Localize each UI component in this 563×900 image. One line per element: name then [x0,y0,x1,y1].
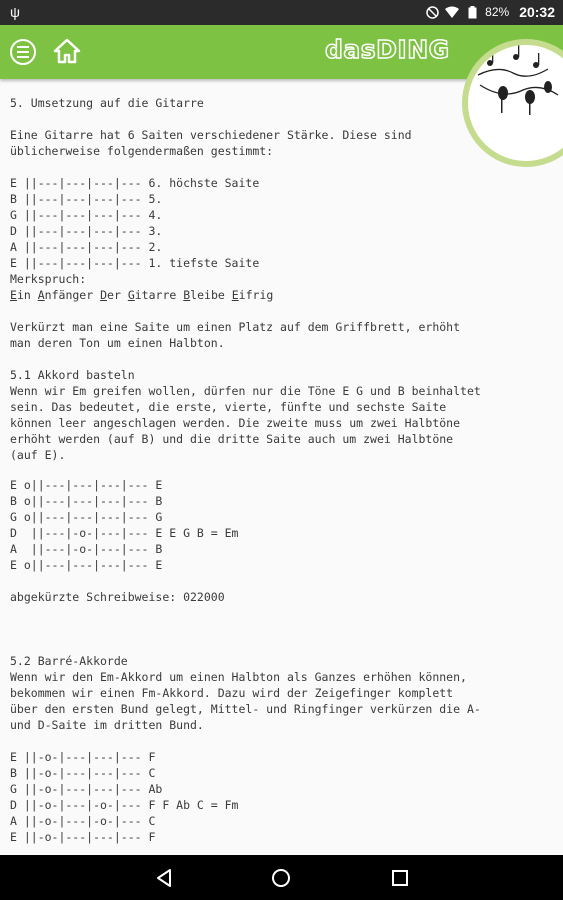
text-line: A ||---|-o-|---|--- B [10,542,163,556]
text-line: Eine Gitarre hat 6 Saiten verschiedener Stärke. Diese sind [10,128,412,142]
mnemonic-initial: G [127,288,135,302]
usb-icon: ψ [10,4,20,20]
battery-percent: 82% [485,5,510,19]
text-line: A ||-o-|---|-o-|--- C [10,814,156,828]
app-bar [0,25,563,79]
home-button[interactable] [52,37,82,65]
text-line: und D-Saite im dritten Bund. [10,718,204,732]
text-line: Wenn wir Em greifen wollen, dürfen nur die Töne E G und B beinhaltet [10,384,481,398]
text-line: Verkürzt man eine Saite um einen Platz auf dem Griffbrett, erhöht [10,320,461,334]
text-line: erhöht werden (auf B) und die dritte Saite auch um zwei Halbtöne [10,432,454,446]
mnemonic-rest: ifrig [238,288,274,302]
mnemonic-initial: A [37,288,45,302]
mnemonic-line [10,287,273,303]
text-line: G ||---|---|---|--- 4. [10,208,163,222]
status-bar [0,0,563,25]
mnemonic-initial: E [10,288,17,302]
article-content [0,79,563,855]
text-line: A ||---|---|---|--- 2. [10,240,163,254]
text-line: B ||-o-|---|---|--- C [10,766,156,780]
mnemonic-rest: leibe [190,288,225,302]
home-nav-button[interactable] [268,865,294,891]
mnemonic-initial: D [100,288,108,302]
text-line: D ||---|-o-|---|--- E E G B = Em [10,526,239,540]
text-line: E ||-o-|---|---|--- F [10,750,156,764]
menu-icon [17,46,29,48]
mnemonic-initial: B [183,288,191,302]
text-line: üblicherweise folgendermaßen gestimmt: [10,144,274,158]
text-line: können leer angeschlagen werden. Die zweite muss um zwei Halbtöne [10,416,461,430]
mnemonic-rest: in [16,288,31,302]
text-line: E o||---|---|---|--- E [10,478,163,492]
text-line: G o||---|---|---|--- G [10,510,163,524]
app-logo: dasDING [325,35,450,64]
text-line: 5. Umsetzung auf die Gitarre [10,96,204,110]
mnemonic-rest: itarre [134,288,177,302]
text-line: G ||-o-|---|---|--- Ab [10,782,163,796]
text-line: bekommen wir einen Fm-Akkord. Dazu wird der Zeigefinger komplett [10,686,454,700]
menu-button[interactable] [10,39,36,65]
recents-button[interactable] [387,865,413,891]
text-line: man deren Ton um einen Halbton. [10,336,225,350]
mnemonic-rest: nfänger [44,288,94,302]
clock: 20:32 [519,4,555,20]
text-line: B o||---|---|---|--- B [10,494,163,508]
text-line: D ||-o-|---|-o-|--- F F Ab C = Fm [10,798,239,812]
text-line: 5.1 Akkord basteln [10,368,135,382]
text-line: sein. Das bedeutet, die erste, vierte, fünfte und sechste Saite [10,400,447,414]
wifi-icon [445,5,459,19]
text-line: E ||-o-|---|---|--- F [10,830,156,844]
do-not-disturb-icon [425,5,439,19]
text-line: E ||---|---|---|--- 6. höchste Saite [10,176,260,190]
text-line: E o||---|---|---|--- E [10,558,163,572]
text-line: abgekürzte Schreibweise: 022000 [10,590,225,604]
battery-icon [465,5,479,19]
status-icons [425,4,555,20]
text-line: Merkspruch: [10,272,87,286]
recents-icon [393,871,407,885]
text-line: 5.2 Barré-Akkorde [10,654,128,668]
text-line: B ||---|---|---|--- 5. [10,192,163,206]
text-line: Wenn wir den Em-Akkord um einen Halbton als Ganzes erhöhen können, [10,670,467,684]
text-line: über den ersten Bund gelegt, Mittel- und Ringfinger verkürzen die A- [10,702,481,716]
back-icon [158,870,170,886]
navigation-bar [0,855,563,900]
mnemonic-rest: er [107,288,121,302]
mnemonic-initial: E [231,288,239,302]
back-button[interactable] [151,865,177,891]
text-line: (auf E). [10,448,66,462]
text-line: E ||---|---|---|--- 1. tiefste Saite [10,256,260,270]
home-circle-icon [273,870,289,886]
home-icon [55,40,79,62]
text-line: D ||---|---|---|--- 3. [10,224,163,238]
